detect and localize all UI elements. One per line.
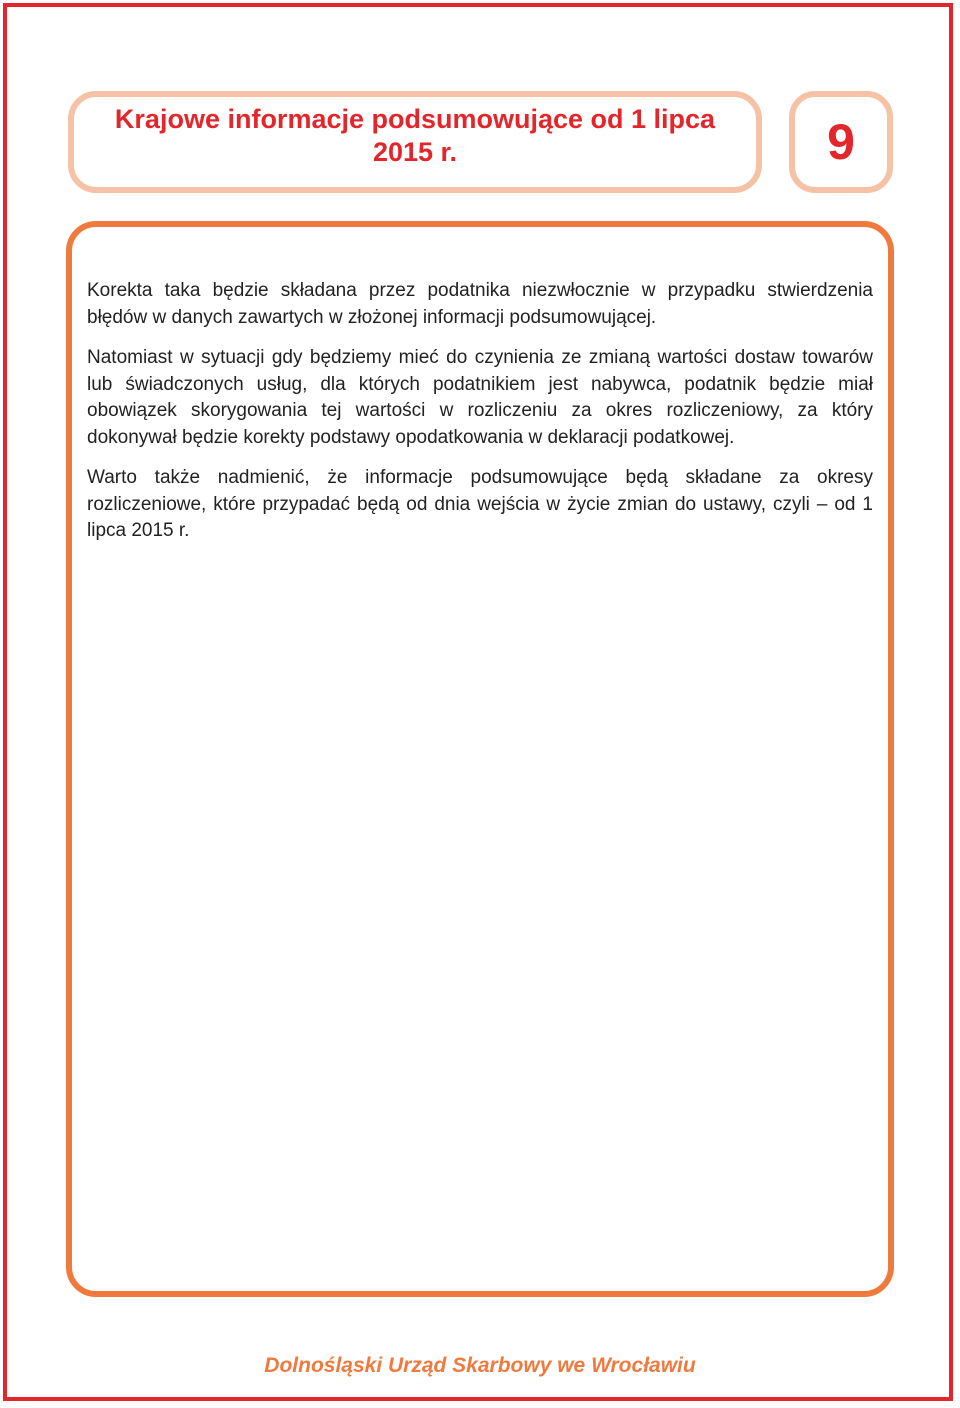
page-title-line-1: Krajowe informacje podsumowujące od 1 lipca	[114, 104, 716, 134]
content-box	[66, 221, 894, 1297]
page-title-line-2: 2015 r.	[372, 137, 458, 167]
paragraph-value-change: Natomiast w sytuacji gdy będziemy mieć do czynienia ze zmianą wartości dostaw towarów lub świadczonych usług, dla których podatnikiem jest nabywca, podatnik będzie miał obowiązek skorygowania tej wartości w rozliczeniu za okres rozliczeniowy, za który dokonywał będzie korekty podstawy opodatkowania w deklaracji podatkowej.	[87, 347, 873, 448]
page-number: 9	[827, 114, 855, 170]
paragraph-correction: Korekta taka będzie składana przez podatnika niezwłocznie w przypadku stwierdzenia błędów w danych zawartych w złożonej informacji podsumowującej.	[87, 280, 873, 328]
content-body	[87, 278, 873, 559]
title-box	[68, 91, 762, 193]
page-title	[74, 103, 756, 169]
paragraph-effective-date: Warto także nadmienić, że informacje podsumowujące będą składane za okresy rozliczeniowe, które przypadać będą od dnia wejścia w życie zmian do ustawy, czyli – od 1 lipca 2015 r.	[87, 467, 873, 541]
page-number-box	[789, 91, 893, 193]
footer-office-name: Dolnośląski Urząd Skarbowy we Wrocławiu	[264, 1354, 696, 1377]
